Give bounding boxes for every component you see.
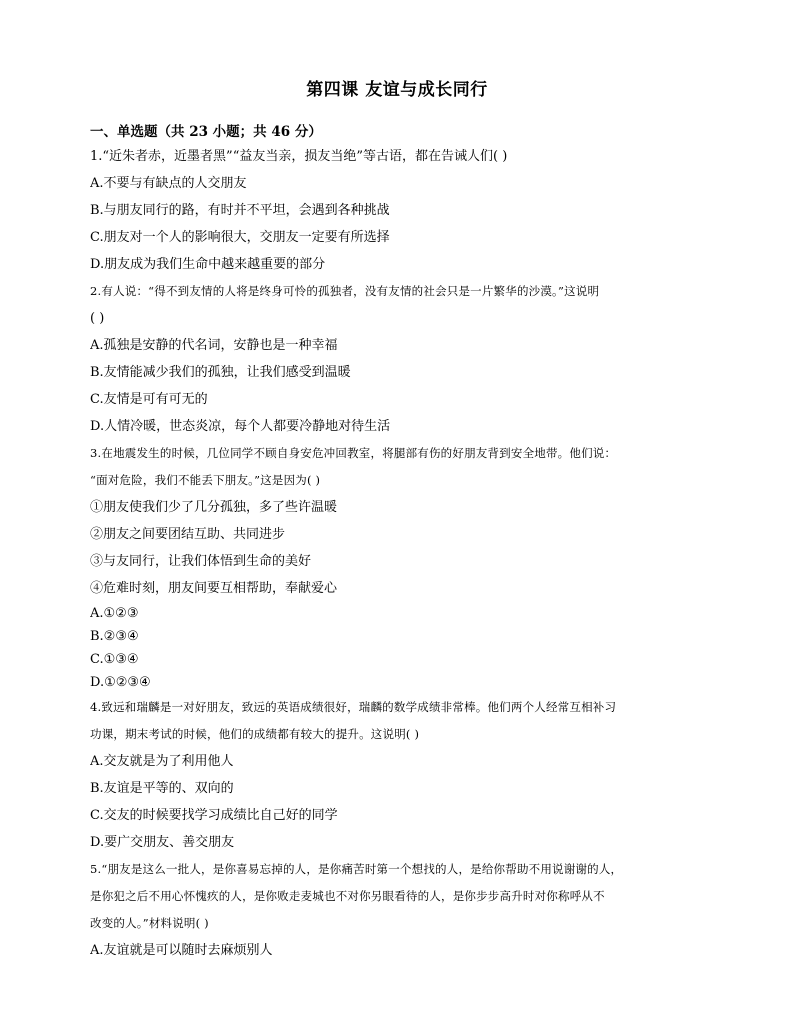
section-heading: 一、单选题（共 23 小题；共 46 分）	[90, 124, 322, 140]
page-title: 第四课 友谊与成长同行	[306, 80, 488, 100]
question-3-statement-2: ②朋友之间要团结互助、共同进步	[90, 527, 286, 542]
question-1-option-b: B.与朋友同行的路，有时并不平坦，会遇到各种挑战	[90, 203, 390, 218]
question-3-option-b: B.②③④	[90, 629, 139, 644]
question-1-option-a: A.不要与有缺点的人交朋友	[90, 176, 247, 191]
question-3-stem-continued: “面对危险，我们不能丢下朋友。”这是因为( )	[90, 473, 321, 487]
question-list	[90, 143, 710, 964]
question-5-option-a: A.友谊就是可以随时去麻烦别人	[90, 943, 273, 958]
question-3-statement-4: ④危难时刻，朋友间要互相帮助，奉献爱心	[90, 581, 338, 596]
question-2-option-a: A.孤独是安静的代名词，安静也是一种幸福	[90, 338, 338, 353]
question-2-option-d: D.人情冷暖，世态炎凉，每个人都要冷静地对待生活	[90, 419, 391, 434]
question-5-stem-continued-1: 是你犯之后不用心怀愧疚的人，是你败走麦城也不对你另眼看待的人，是你步步高升时对你称呼从不	[90, 889, 605, 903]
question-2-option-c: C.友情是可有可无的	[90, 392, 208, 407]
question-4-stem-continued: 功课，期末考试的时候，他们的成绩都有较大的提升。这说明( )	[90, 727, 420, 741]
question-2-stem: 2.有人说：“得不到友情的人将是终身可怜的孤独者，没有友情的社会只是一片繁华的沙漠。”这说明	[90, 284, 600, 298]
question-2-option-b: B.友情能减少我们的孤独，让我们感受到温暖	[90, 365, 351, 380]
question-3-stem: 3.在地震发生的时候，几位同学不顾自身安危冲回教室，将腿部有伤的好朋友背到安全地带。他们说：	[90, 446, 617, 460]
question-5-stem-continued-2: 改变的人。”材料说明( )	[90, 916, 209, 930]
question-4-option-d: D.要广交朋友、善交朋友	[90, 835, 235, 850]
question-2-stem-continued: ( )	[90, 311, 105, 326]
question-4-stem: 4.致远和瑞麟是一对好朋友，致远的英语成绩很好，瑞麟的数学成绩非常棒。他们两个人经常互相补习	[90, 700, 617, 714]
question-4-option-c: C.交友的时候要找学习成绩比自己好的同学	[90, 808, 338, 823]
question-3-statement-3: ③与友同行，让我们体悟到生命的美好	[90, 554, 312, 569]
question-1-stem: 1.“近朱者赤，近墨者黑”“益友当亲，损友当绝”等古语，都在告诫人们( )	[90, 149, 508, 164]
question-3-statement-1: ①朋友使我们少了几分孤独，多了些许温暖	[90, 500, 338, 515]
question-3-option-c: C.①③④	[90, 652, 139, 667]
question-4-option-a: A.交友就是为了利用他人	[90, 754, 234, 769]
question-4-option-b: B.友谊是平等的、双向的	[90, 781, 234, 796]
question-5-stem: 5.“朋友是这么一批人，是你喜易忘掉的人，是你痛苦时第一个想找的人，是给你帮助不用说谢谢的人，	[90, 862, 623, 876]
question-3-option-a: A.①②③	[90, 606, 139, 621]
question-3-option-d: D.①②③④	[90, 675, 151, 690]
question-1-option-d: D.朋友成为我们生命中越来越重要的部分	[90, 257, 326, 272]
question-1-option-c: C.朋友对一个人的影响很大，交朋友一定要有所选择	[90, 230, 390, 245]
